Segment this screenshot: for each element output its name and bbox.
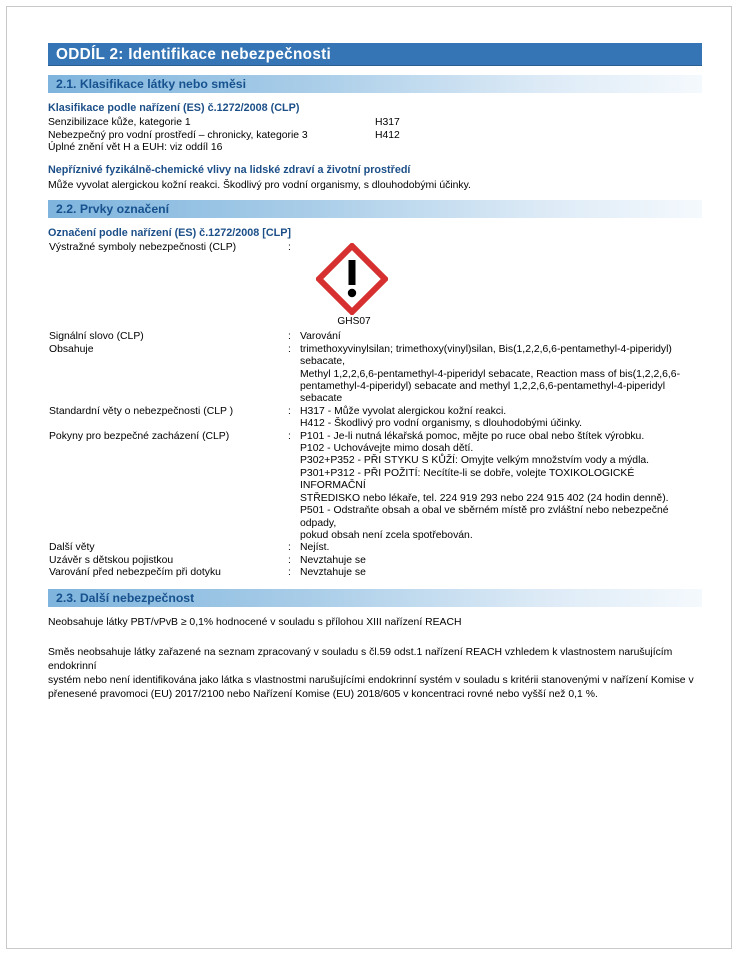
row-colon: : (288, 567, 291, 579)
label-row-contains (48, 344, 702, 406)
row-label: Varování před nebezpečím při dotyku (49, 567, 221, 579)
row-value-line: pokud obsah není zcela spotřebován. (300, 529, 473, 541)
exclamation-mark-icon (316, 243, 388, 315)
row-colon: : (288, 405, 291, 417)
label-row-signal-word (48, 331, 702, 343)
classification-row (48, 130, 702, 143)
label-row-precautionary-statements (48, 431, 702, 543)
row-value (300, 567, 702, 579)
row-colon: : (288, 554, 291, 566)
endocrine-text-line: systém nebo není identifikována jako látka s vlastnostmi narušujícími endokrinní systém v souladu s kritérii stanovenými v nařízení Komise v (48, 675, 694, 687)
section-header-oddil-2: ODDÍL 2: Identifikace nebezpečnosti (48, 43, 702, 66)
row-label: Pokyny pro bezpečné zacházení (CLP) (49, 430, 230, 442)
row-value (300, 331, 702, 343)
row-value (300, 344, 702, 406)
row-label: Signální slovo (CLP) (49, 331, 144, 343)
classification-row (48, 117, 702, 130)
row-value-line: Nevztahuje se (300, 554, 366, 566)
row-colon: : (288, 542, 291, 554)
row-value-line: H412 - Škodlivý pro vodní organismy, s dlouhodobými účinky. (300, 418, 583, 430)
row-label: Obsahuje (49, 343, 94, 355)
row-value-line: trimethoxyvinylsilan; trimethoxy(vinyl)silan, Bis(1,2,2,6,6-pentamethyl-4-piperidyl) sebacate, (300, 343, 672, 368)
row-value (300, 555, 702, 567)
row-value-line: Varování (300, 331, 341, 343)
document-page (6, 6, 732, 949)
row-value-line: Methyl 1,2,2,6,6-pentamethyl-4-piperidyl sebacate, Reaction mass of bis(1,2,2,6,6- (300, 368, 681, 380)
row-value (300, 406, 702, 431)
ghs-pictogram-block (316, 243, 702, 328)
labelling-rows (48, 331, 702, 579)
subsection-header-2-1: 2.1. Klasifikace látky nebo směsi (48, 75, 702, 93)
row-value-line: P501 - Odstraňte obsah a obal ve sběrném místě pro zvláštní nebo nebezpečné odpady, (300, 505, 669, 529)
classification-code: H317 (375, 117, 400, 128)
classification-label: Senzibilizace kůže, kategorie 1 (48, 117, 191, 128)
row-label: Uzávěr s dětskou pojistkou (49, 554, 174, 566)
pictogram-row (48, 242, 702, 328)
adverse-effects-text: Může vyvolat alergickou kožní reakci. Škodlivý pro vodní organismy, s dlouhodobými účinky. (48, 179, 471, 191)
row-value-line: P102 - Uchovávejte mimo dosah dětí. (300, 443, 474, 455)
pictogram-row-label: Výstražné symboly nebezpečnosti (CLP) (49, 242, 237, 253)
row-colon: : (288, 343, 291, 355)
row-label: Standardní věty o nebezpečnosti (CLP ) (49, 405, 234, 417)
row-value-line: P302+P352 - PŘI STYKU S KŮŽÍ: Omyjte velkým množstvím vody a mýdla. (300, 455, 650, 467)
row-value-line: STŘEDISKO nebo lékaře, tel. 224 919 293 nebo 224 915 402 (24 hodin denně). (300, 492, 669, 504)
adverse-effects-heading: Nepříznivé fyzikálně-chemické vlivy na lidské zdraví a životní prostředí (48, 163, 411, 176)
row-value (300, 431, 702, 543)
endocrine-text-line: přenesené pravomoci (EU) 2017/2100 nebo Nařízení Komise (EU) 2018/605 v koncentraci rovné nebo vyšší než 0,1 %. (48, 689, 598, 701)
row-value (300, 542, 702, 554)
classification-heading: Klasifikace podle nařízení (ES) č.1272/2008 (CLP) (48, 102, 300, 114)
full-text-note: Úplné znění vět H a EUH: viz oddíl 16 (48, 142, 223, 153)
endocrine-disruptor-text (48, 646, 702, 702)
row-colon: : (288, 331, 291, 343)
subsection-header-2-2: 2.2. Prvky označení (48, 200, 702, 218)
classification-label: Nebezpečný pro vodní prostředí – chronicky, kategorie 3 (48, 129, 308, 141)
row-value-line: H317 - Může vyvolat alergickou kožní reakci. (300, 405, 507, 417)
document-content (48, 43, 702, 702)
endocrine-text-line: Směs neobsahuje látky zařazené na seznam zpracovaný v souladu s čl.59 odst.1 nařízení REACH vzhledem k vlastnostem narušujícím endokrinní (48, 647, 673, 673)
label-row-child-resistant-closure (48, 555, 702, 567)
label-row-additional-statements (48, 542, 702, 554)
ghs-pictogram-code: GHS07 (337, 316, 371, 327)
row-value-line: Nevztahuje se (300, 567, 366, 579)
labelling-heading: Označení podle nařízení (ES) č.1272/2008 [CLP] (48, 227, 292, 239)
classification-list (48, 117, 702, 155)
label-row-tactile-warning (48, 567, 702, 579)
row-colon: : (288, 430, 291, 442)
label-row-hazard-statements (48, 406, 702, 431)
row-value-line: Nejíst. (300, 542, 330, 554)
row-value-line: P101 - Je-li nutná lékařská pomoc, mějte po ruce obal nebo štítek výrobku. (300, 430, 645, 442)
subsection-header-2-3: 2.3. Další nebezpečnost (48, 589, 702, 607)
row-colon: : (288, 242, 291, 253)
row-value-line: P301+P312 - PŘI POŽITÍ: Necítíte-li se dobře, volejte TOXIKOLOGICKÉ INFORMAČNÍ (300, 467, 635, 492)
pbt-vpvb-text: Neobsahuje látky PBT/vPvB ≥ 0,1% hodnocené v souladu s přílohou XIII nařízení REACH (48, 616, 462, 628)
classification-code: H412 (375, 129, 400, 141)
row-label: Další věty (49, 542, 95, 554)
row-value-line: pentamethyl-4-piperidyl) sebacate and methyl 1,2,2,6,6-pentamethyl-4-piperidyl sebacate (300, 381, 666, 405)
